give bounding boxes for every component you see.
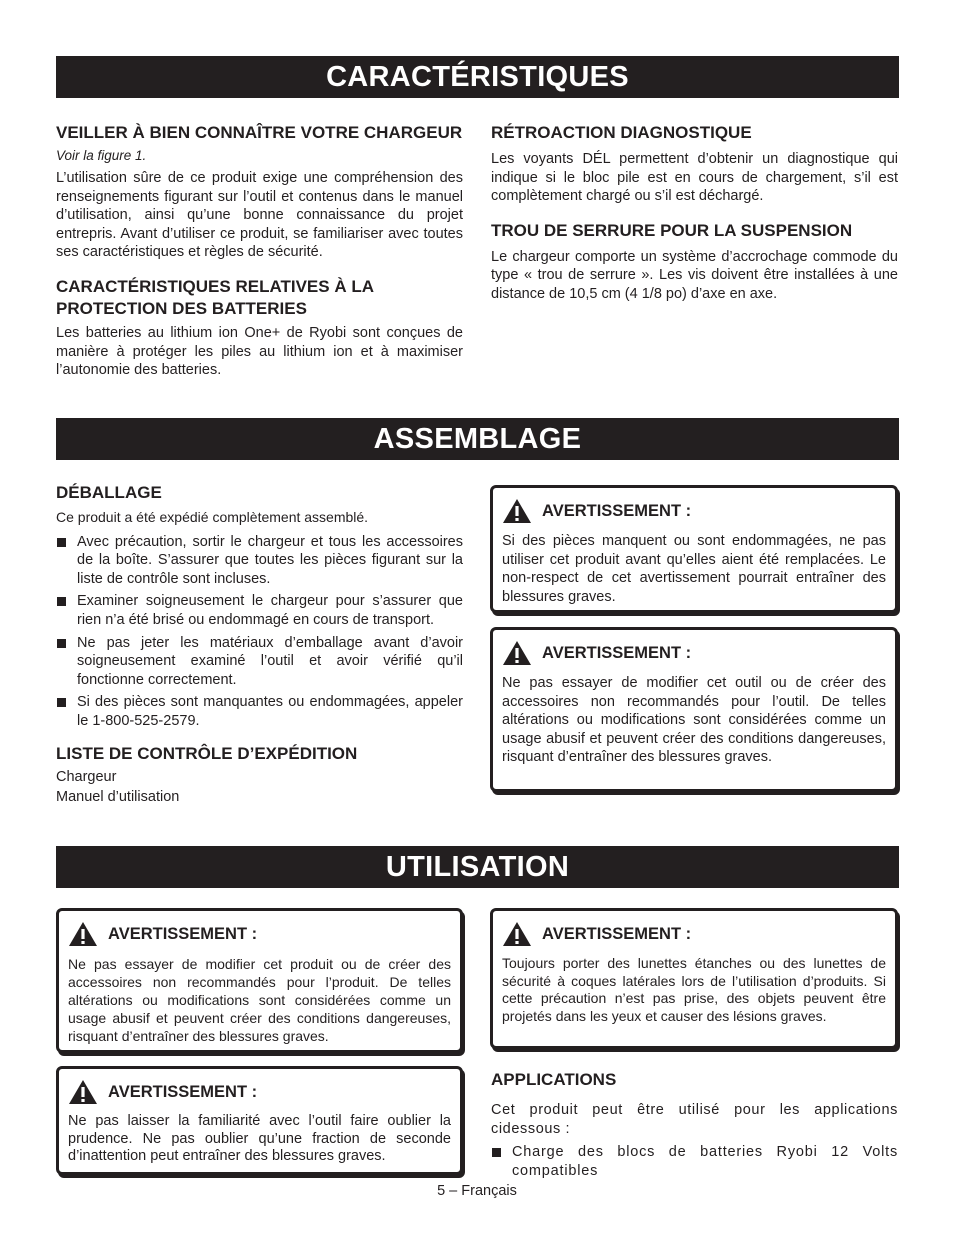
paragraph-deballage-intro: Ce produit a été expédié complètement assemblé. [56,509,369,525]
applications-list [491,1143,898,1180]
warning-text: Ne pas essayer de modifier cet outil ou de créer des accessoires non recommandés pour l’outil. De telles altérations ou modifications sont considérées comme un usage abusif et peuvent créer des conditions dangereuses, risquant d’entraîner des blessures graves. [502,675,886,765]
applications-section [491,1069,898,1184]
bullet-square-icon [57,698,66,707]
heading-trou-serrure: TROU DE SERRURE POUR LA SUSPENSION [491,220,853,240]
heading-connaitre-chargeur: VEILLER À BIEN CONNAÎTRE VOTRE CHARGEUR [56,123,463,142]
warning-box-pieces-manquantes [490,485,898,613]
warning-triangle-icon [502,640,532,666]
warning-box-lunettes [490,908,898,1049]
paragraph-protection-batteries: Les batteries au lithium ion One+ de Ryobi sont conçues de manière à protéger les piles au lithium ion et à maximiser l’autonomie des batteries. [56,324,463,379]
section-banner-caracteristiques: CARACTÉRISTIQUES [56,56,899,98]
figure-reference: Voir la figure 1. [56,148,147,163]
caracteristiques-right-column [491,122,898,304]
assemblage-left-column [56,482,463,807]
heading-retroaction-diagnostique: RÉTROACTION DIAGNOSTIQUE [491,123,752,142]
list-item: Avec précaution, sortir le chargeur et tous les accessoires de la boîte. S’assurer que toutes les pièces figurant sur la liste de contrôle sont incluses. [56,533,463,589]
deballage-list [56,533,463,731]
bullet-square-icon [492,1148,501,1157]
warning-box-familiarite [56,1066,463,1175]
warning-header: AVERTISSEMENT : [502,498,886,524]
list-item: Examiner soigneusement le chargeur pour s’assurer que rien n’a été brisé ou endommagé en cours de transport. [56,592,463,629]
heading-deballage: DÉBALLAGE [56,483,162,502]
section-banner-assemblage: ASSEMBLAGE [56,418,899,460]
checklist-item-manuel: Manuel d’utilisation [56,788,180,805]
bullet-square-icon [57,538,66,547]
list-item: Ne pas jeter les matériaux d’emballage avant d’avoir soigneusement examiné l’outil et avoir vérifié qu’il fonctionne correctement. [56,634,463,690]
bullet-square-icon [57,597,66,606]
heading-liste-controle: LISTE DE CONTRÔLE D’EXPÉDITION [56,743,358,763]
paragraph-applications-intro: Cet produit peut être utilisé pour les applications cidessous : [491,1102,898,1137]
heading-applications: APPLICATIONS [491,1070,617,1089]
warning-triangle-icon [502,498,532,524]
warning-text: Ne pas laisser la familiarité avec l’outil faire oublier la prudence. Ne pas oublier qu’une fraction de seconde d’inattention peut entraîner des blessures graves. [68,1113,451,1164]
list-item: Charge des blocs de batteries Ryobi 12 Volts compatibles [491,1143,898,1180]
warning-triangle-icon [68,921,98,947]
checklist-item-chargeur: Chargeur [56,768,117,785]
warning-header: AVERTISSEMENT : [502,640,886,666]
paragraph-retroaction-diagnostique: Les voyants DÉL permettent d’obtenir un diagnostique qui indique si le bloc pile est en cours de chargement, s’il est complètement chargé ou s’il est déchargé. [491,151,898,205]
caracteristiques-left-column [56,122,463,380]
page-footer: 5 – Français [437,1183,517,1199]
section-banner-utilisation: UTILISATION [56,846,899,888]
bullet-square-icon [57,639,66,648]
warning-triangle-icon [68,1079,98,1105]
warning-text: Ne pas essayer de modifier cet produit ou de créer des accessoires non recommandés pour l’produit. De telles altérations ou modifications sont considérées comme un usage abusif et peuvent créer des conditions dangereuses, risquant d’entraîner des blessures graves. [68,956,451,1044]
warning-text: Si des pièces manquent ou sont endommagées, ne pas utiliser cet produit avant qu’elles aient été remplacées. Le non-respect de cet avertissement pourrait entraîner des blessures graves. [502,533,886,605]
warning-header: AVERTISSEMENT : [68,1079,451,1105]
warning-box-modifier-outil [490,627,898,792]
warning-triangle-icon [502,921,532,947]
warning-box-modifier-produit [56,908,463,1053]
paragraph-trou-serrure: Le chargeur comporte un système d’accrochage commode du type « trou de serrure ». Les vis doivent être installées à une distance de 10,5 cm (4 1/8 po) d’axe en axe. [491,248,898,302]
paragraph-connaitre-chargeur: L’utilisation sûre de ce produit exige une compréhension des renseignements figurant sur l’outil et contenus dans le manuel d’utilisation, ainsi qu’une bonne connaissance du projet entrepris. Avant d’utiliser ce produit, se familiariser avec toutes ses caractéristiques et règles de sécurité. [56,170,463,261]
heading-protection-batteries: CARACTÉRISTIQUES RELATIVES À LA PROTECTION DES BATTERIES [56,276,374,318]
warning-header: AVERTISSEMENT : [502,921,886,947]
warning-header: AVERTISSEMENT : [68,921,451,947]
list-item: Si des pièces sont manquantes ou endommagées, appeler le 1-800-525-2579. [56,693,463,730]
warning-text: Toujours porter des lunettes étanches ou des lunettes de sécurité à coques latérales lors de l’utilisation d’produits. Si cette précaution n’est pas prise, des objets peuvent être projetés dans les yeux et causer des lésions graves. [502,955,886,1024]
